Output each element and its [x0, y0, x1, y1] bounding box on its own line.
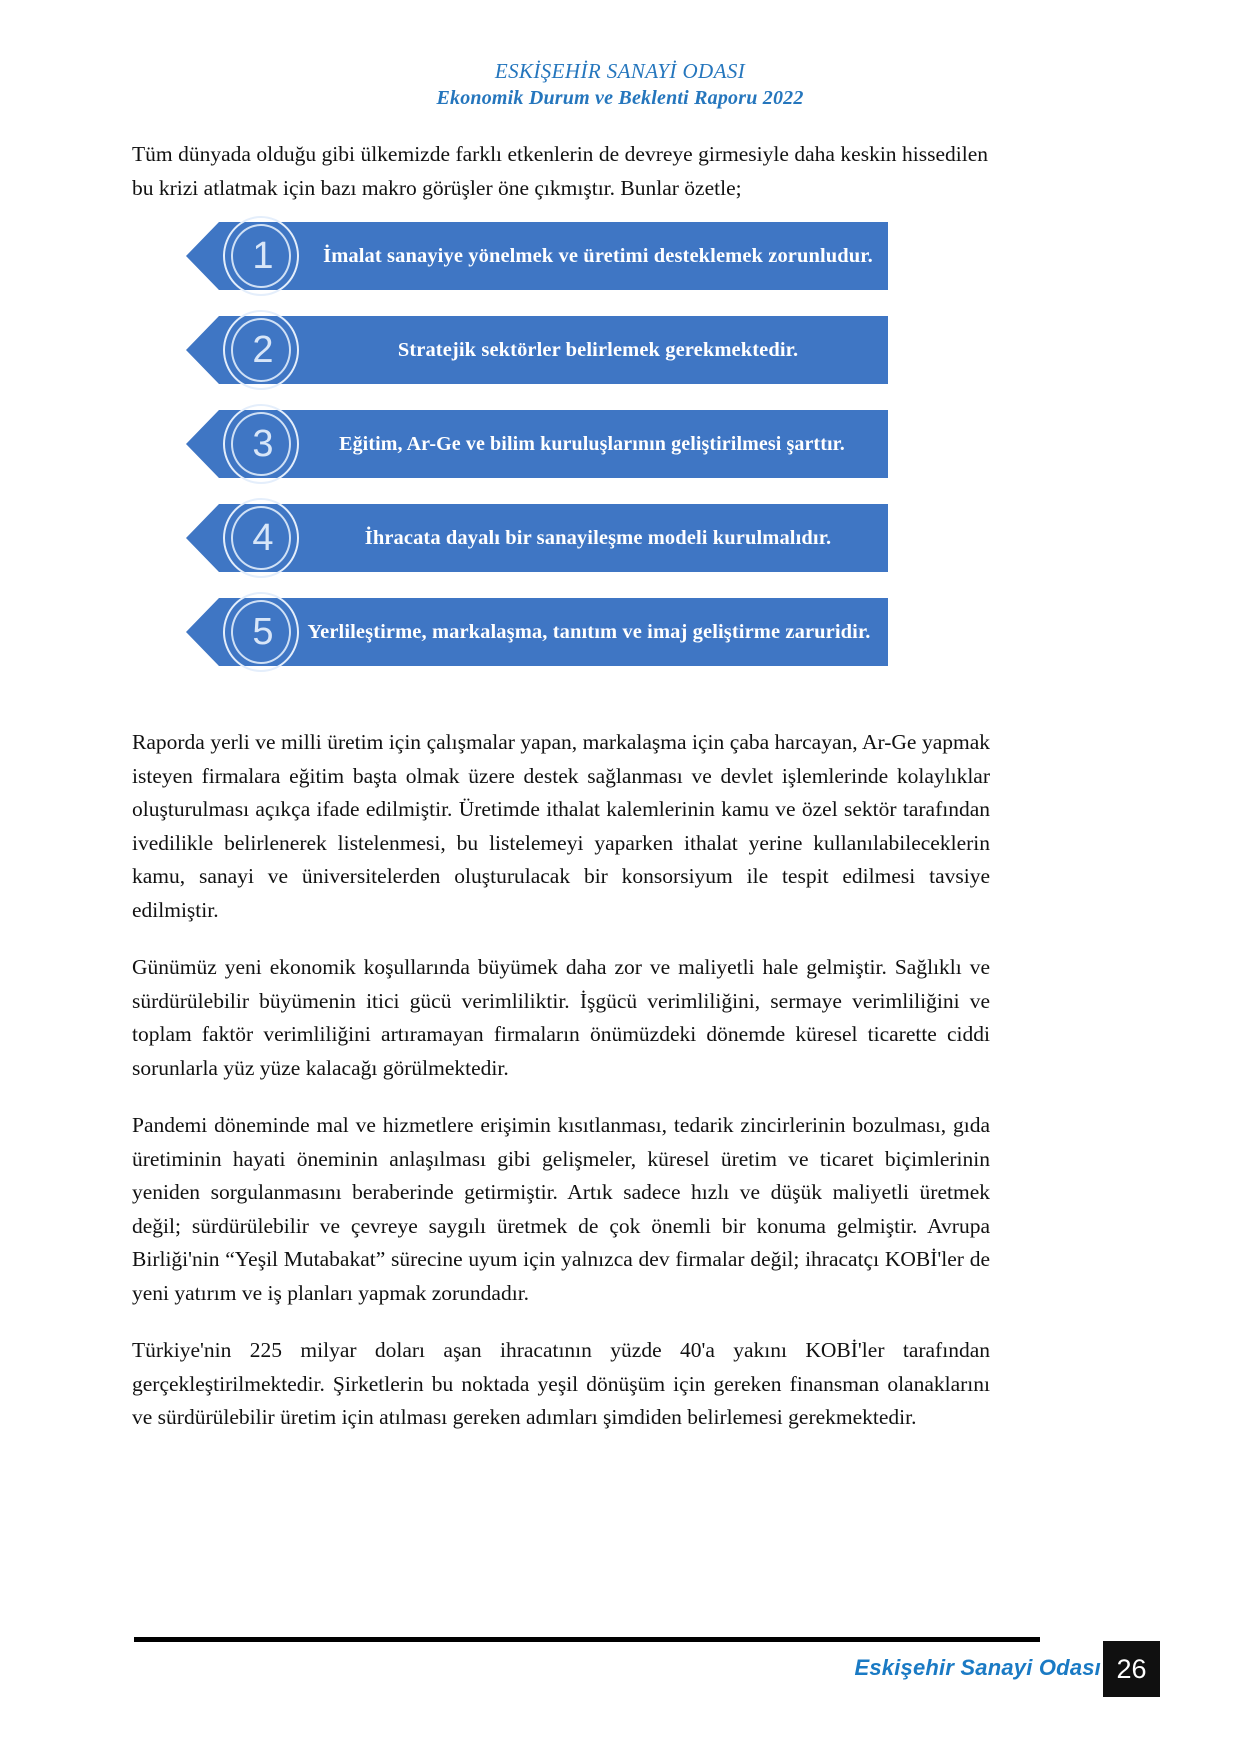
arrow-banner-3: [186, 410, 888, 478]
banner-number-5: 5: [252, 611, 274, 653]
intro-paragraph-block: [132, 138, 988, 205]
banner-number-badge-4: [220, 496, 304, 580]
numbered-arrow-banner-list: [186, 222, 888, 666]
arrow-banner-5: [186, 598, 888, 666]
banner-number-badge-2: [220, 308, 304, 392]
header-organization: ESKİŞEHİR SANAYİ ODASI: [494, 59, 746, 83]
header-report-title: Ekonomik Durum ve Beklenti Raporu 2022: [436, 87, 804, 109]
arrow-banner-2: [186, 316, 888, 384]
banner-text-5: Yerlileştirme, markalaşma, tanıtım ve imaj geliştirme zaruridir.: [307, 620, 871, 643]
arrow-banner-1: [186, 222, 888, 290]
banner-number-badge-5: [220, 590, 304, 674]
banner-number-1: 1: [252, 235, 274, 277]
arrow-banner-4: [186, 504, 888, 572]
intro-paragraph: Tüm dünyada olduğu gibi ülkemizde farklı etkenlerin de devreye girmesiyle daha keskin hissedilen bu krizi atlatmak için bazı makro görüşler öne çıkmıştır. Bunlar özetle;: [132, 142, 988, 200]
page-number-box: [1103, 1641, 1160, 1697]
footer-divider: [134, 1637, 1040, 1642]
banner-text-1: İmalat sanayiye yönelmek ve üretimi desteklemek zorunludur.: [323, 244, 873, 267]
banner-text-4: İhracata dayalı bir sanayileşme modeli kurulmalıdır.: [364, 526, 832, 549]
body-paragraph-1: Raporda yerli ve milli üretim için çalışmalar yapan, markalaşma için çaba harcayan, Ar-Ge yapmak isteyen firmalara eğitim başta olmak üzere destek sağlanması ve devlet işlemlerinde kolaylıklar oluşturulması açıkça ifade edilmiştir. Üretimde ithalat kalemlerinin kamu ve özel sektör tarafından ivedilikle belirlenerek listelenmesi, bu listelemeyi yaparken ithalat yerine kullanılabileceklerin kamu, sanayi ve üniversitelerden oluşturulacak bir konsorsiyum ile tespit edilmesi tavsiye edilmiştir.: [132, 730, 990, 922]
document-header: [0, 58, 1240, 112]
body-paragraph-3: Pandemi döneminde mal ve hizmetlere erişimin kısıtlanması, tedarik zincirlerinin bozulması, gıda üretiminin hayati öneminin anlaşılması gibi gelişmeler, küresel üretim ve ticaret biçimlerinin yeniden sorgulanmasını beraberinde getirmiştir. Artık sadece hızlı ve düşük maliyetli üretmek değil; sürdürülebilir ve çevreye saygılı üretmek de çok önemli bir konuma gelmiştir. Avrupa Birliği'nin “Yeşil Mutabakat” sürecine uyum için yalnızca dev firmalar değil; ihracatçı KOBİ'ler de yeni yatırım ve iş planları yapmak zorundadır.: [132, 1113, 990, 1305]
banner-number-badge-1: [220, 214, 304, 298]
banner-number-2: 2: [252, 329, 274, 371]
banner-text-3: Eğitim, Ar-Ge ve bilim kuruluşlarının geliştirilmesi şarttır.: [339, 432, 845, 455]
banner-number-3: 3: [252, 423, 274, 465]
body-paragraph-2: Günümüz yeni ekonomik koşullarında büyümek daha zor ve maliyetli hale gelmiştir. Sağlıklı ve sürdürülebilir büyümenin itici gücü verimliliktir. İşgücü verimliliğini, sermaye verimliliğini ve toplam faktör verimliliğini artıramayan firmaların önümüzdeki dönemde küresel ticarette ciddi sorunlarla yüz yüze kalacağı görülmektedir.: [132, 955, 990, 1080]
footer-label: Eskişehir Sanayi Odası: [854, 1655, 1101, 1680]
body-paragraph-4: Türkiye'nin 225 milyar doları aşan ihracatının yüzde 40'a yakını KOBİ'ler tarafından gerçekleştirilmektedir. Şirketlerin bu noktada yeşil dönüşüm için gereken finansman olanaklarını ve sürdürülebilir üretim için atılması gereken adımları şimdiden belirlemesi gerekmektedir.: [132, 1338, 990, 1429]
body-paragraph-block: [132, 726, 990, 1435]
banner-text-2: Stratejik sektörler belirlemek gerekmektedir.: [397, 338, 799, 361]
page-number: 26: [1116, 1653, 1147, 1684]
banner-number-4: 4: [252, 517, 274, 559]
banner-number-badge-3: [220, 402, 304, 486]
